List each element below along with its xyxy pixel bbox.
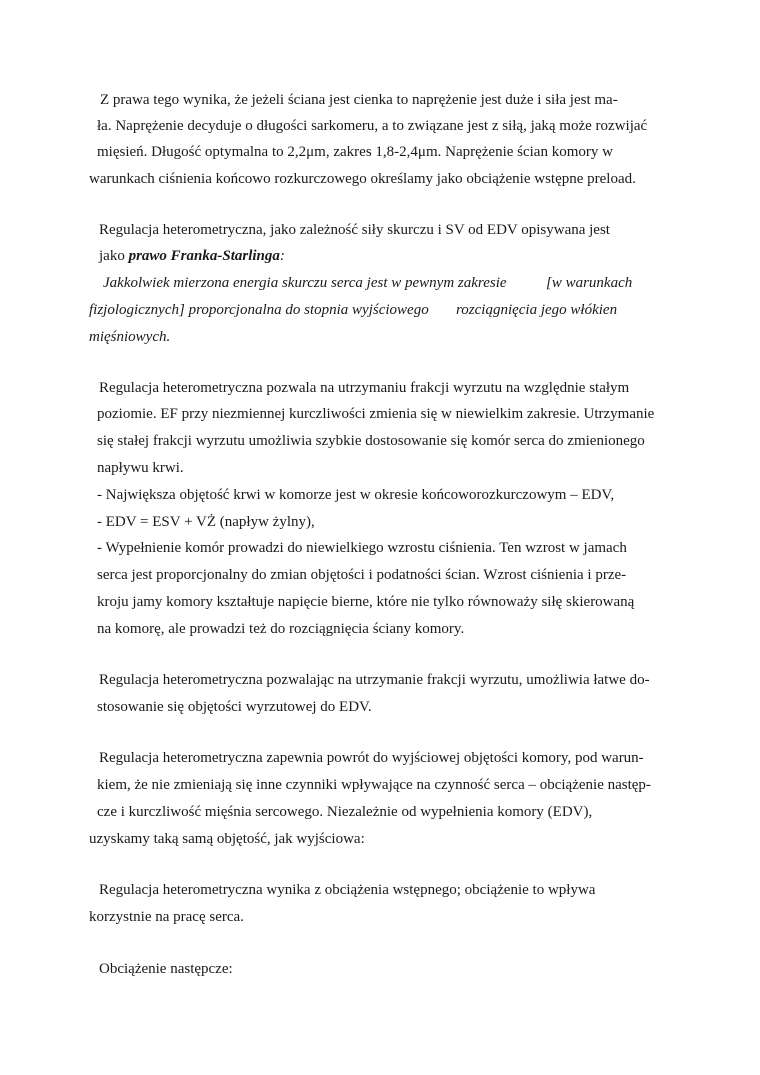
paragraph-1-line-1: Z prawa tego wynika, że jeżeli ściana jest cienka to naprężenie jest duże i siła jest ma-: [100, 92, 618, 108]
paragraph-5-line-3: cze i kurczliwość mięśnia sercowego. Niezależnie od wypełnienia komory (EDV),: [97, 804, 593, 820]
bullet-3-line-1: - Wypełnienie komór prowadzi do niewielkiego wzrostu ciśnienia. Ten wzrost w jamach: [97, 540, 627, 556]
paragraph-6-line-2: korzystnie na pracę serca.: [89, 909, 244, 925]
paragraph-2-colon: :: [279, 248, 285, 264]
bullet-3-line-3: kroju jamy komory kształtuje napięcie bierne, które nie tylko równoważy siłę skierowaną: [97, 594, 635, 610]
paragraph-3-line-2: poziomie. EF przy niezmiennej kurczliwości zmienia się w niewielkim zakresie. Utrzymanie: [97, 406, 655, 422]
quote-line-3: mięśniowych.: [89, 329, 171, 345]
paragraph-1-line-3: mięsień. Długość optymalna to 2,2μm, zakres 1,8-2,4μm. Naprężenie ścian komory w: [97, 144, 613, 160]
frank-starling-law-term: prawo Franka-Starlinga: [128, 248, 280, 264]
quote-line-2b: rozciągnięcia jego włókien: [456, 302, 618, 318]
paragraph-6-line-1: Regulacja heterometryczna wynika z obciążenia wstępnego; obciążenie to wpływa: [99, 882, 596, 898]
paragraph-4-line-1: Regulacja heterometryczna pozwalając na utrzymanie frakcji wyrzutu, umożliwia łatwe do-: [99, 672, 650, 688]
paragraph-5-line-1: Regulacja heterometryczna zapewnia powrót do wyjściowej objętości komory, pod warun-: [99, 750, 644, 766]
paragraph-2-line-2: [99, 246, 285, 266]
paragraph-7-heading: Obciążenie następcze:: [99, 961, 233, 977]
paragraph-3-line-4: napływu krwi.: [97, 460, 184, 476]
bullet-1: - Największa objętość krwi w komorze jest w okresie końcoworozkurczowym – EDV,: [97, 487, 615, 503]
paragraph-1-line-2: ła. Naprężenie decyduje o długości sarkomeru, a to związane jest z siłą, jaką może rozwijać: [97, 118, 648, 134]
paragraph-3-line-1: Regulacja heterometryczna pozwala na utrzymaniu frakcji wyrzutu na względnie stałym: [99, 380, 630, 396]
paragraph-3-line-3: się stałej frakcji wyrzutu umożliwia szybkie dostosowanie się komór serca do zmienionego: [97, 433, 645, 449]
paragraph-2-line-1: Regulacja heterometryczna, jako zależność siły skurczu i SV od EDV opisywana jest: [99, 222, 610, 238]
paragraph-4-line-2: stosowanie się objętości wyrzutowej do EDV.: [97, 699, 372, 715]
bullet-3-line-4: na komorę, ale prowadzi też do rozciągnięcia ściany komory.: [97, 621, 465, 637]
bullet-2: - EDV = ESV + VŻ (napływ żylny),: [97, 514, 315, 530]
paragraph-2-prefix: jako: [99, 248, 129, 264]
quote-line-1b: [w warunkach: [546, 275, 633, 291]
quote-line-2a: fizjologicznych] proporcjonalna do stopnia wyjściowego: [89, 302, 429, 318]
paragraph-5-line-4: uzyskamy taką samą objętość, jak wyjściowa:: [89, 831, 365, 847]
paragraph-5-line-2: kiem, że nie zmieniają się inne czynniki wpływające na czynność serca – obciążenie następ-: [97, 777, 651, 793]
quote-line-1a: Jakkolwiek mierzona energia skurczu serca jest w pewnym zakresie: [103, 275, 507, 291]
bullet-3-line-2: serca jest proporcjonalny do zmian objętości i podatności ścian. Wzrost ciśnienia i prze-: [97, 567, 627, 583]
paragraph-1-line-4: warunkach ciśnienia końcowo rozkurczowego określamy jako obciążenie wstępne preload.: [89, 171, 636, 187]
